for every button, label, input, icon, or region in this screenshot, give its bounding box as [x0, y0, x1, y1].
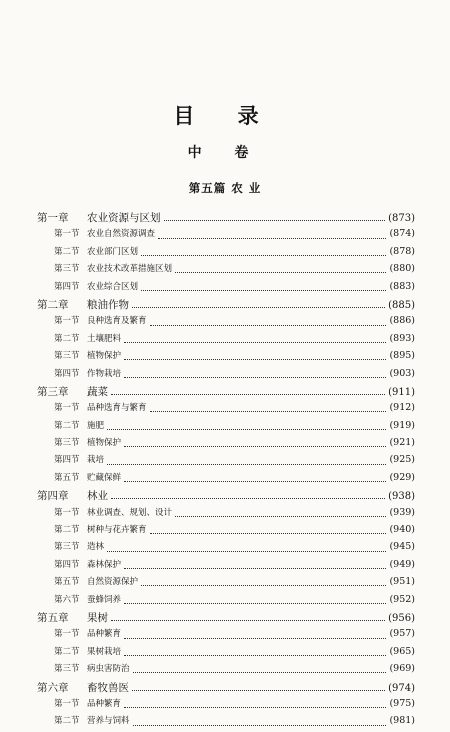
section-page-number: (981): [389, 715, 415, 727]
section-page-number: (886): [389, 315, 415, 327]
part-heading: 第五篇 农 业: [188, 181, 262, 195]
dot-leader: [133, 725, 387, 726]
section-number: 第二节: [54, 646, 80, 657]
toc-chapter-entry: [37, 680, 415, 697]
dot-leader: [124, 568, 386, 569]
dot-leader: [150, 411, 387, 412]
section-title: 树种与花卉繁育: [87, 525, 147, 536]
section-title: 作物栽培: [87, 368, 122, 379]
chapter-page-number: (911): [388, 386, 415, 398]
toc-section-entry: [37, 523, 415, 540]
chapter-page-number: (873): [388, 213, 415, 224]
dot-leader: [175, 272, 386, 273]
section-page-number: (895): [389, 350, 415, 362]
section-number: 第三节: [54, 351, 80, 362]
toc-chapter-entry: [37, 210, 415, 227]
section-number: 第三节: [54, 664, 80, 675]
section-number: 第二节: [54, 246, 80, 257]
section-title: 贮藏保鲜: [87, 472, 122, 483]
dot-leader: [107, 551, 386, 552]
chapter-number: 第二章: [37, 298, 69, 311]
chapter-number: 第四章: [37, 490, 69, 503]
section-title: 品种繁育: [87, 698, 122, 709]
section-title: 品种繁育: [87, 629, 122, 640]
chapter-title: 蔬菜: [87, 385, 108, 398]
toc-section-entry: [37, 540, 415, 557]
dot-leader: [141, 255, 386, 256]
section-title: 栽培: [87, 455, 105, 466]
section-page-number: (929): [389, 471, 415, 483]
section-number: 第二节: [54, 420, 80, 431]
chapter-title: 粮油作物: [87, 298, 129, 311]
toc-section-entry: [37, 714, 415, 731]
section-number: 第一节: [54, 403, 80, 414]
chapter-page-number: (885): [388, 299, 415, 311]
section-number: 第三节: [54, 542, 80, 553]
section-page-number: (883): [389, 280, 415, 292]
dot-leader: [124, 603, 386, 604]
dot-leader: [133, 672, 387, 673]
chapter-number: 第三章: [37, 385, 69, 398]
section-page-number: (874): [389, 228, 415, 240]
section-number: 第四节: [54, 455, 80, 466]
section-title: 造林: [87, 542, 105, 553]
chapter-page-number: (938): [388, 491, 415, 503]
dot-leader: [150, 325, 387, 326]
toc-section-entry: [37, 662, 415, 679]
section-number: 第一节: [54, 229, 80, 240]
dot-leader: [111, 498, 385, 499]
chapter-number: 第六章: [37, 681, 69, 694]
toc-section-entry: [37, 367, 415, 384]
section-title: 自然资源保护: [87, 577, 139, 588]
table-of-contents: [37, 210, 415, 732]
section-title: 植物保护: [87, 351, 122, 362]
section-number: 第四节: [54, 368, 80, 379]
toc-section-entry: [37, 401, 415, 418]
section-number: 第二节: [54, 333, 80, 344]
section-number: 第三节: [54, 264, 80, 275]
dot-leader: [141, 290, 386, 291]
section-title: 林业调查、规划、设计: [87, 507, 173, 518]
chapter-page-number: (956): [388, 612, 415, 624]
section-page-number: (940): [389, 524, 415, 536]
section-number: 第一节: [54, 698, 80, 709]
section-page-number: (975): [389, 697, 415, 709]
dot-leader: [158, 238, 386, 239]
section-page-number: (939): [389, 506, 415, 518]
section-title: 农业技术改革措施区划: [87, 264, 173, 275]
section-page-number: (957): [389, 628, 415, 640]
section-number: 第三节: [54, 438, 80, 449]
toc-chapter-entry: [37, 297, 415, 314]
section-title: 良种选育及繁育: [87, 316, 147, 327]
toc-section-entry: [37, 593, 415, 610]
section-number: 第二节: [54, 525, 80, 536]
chapter-number: 第一章: [37, 212, 69, 224]
section-page-number: (878): [389, 245, 415, 257]
section-title: 森林保护: [87, 559, 122, 570]
section-title: 营养与饲料: [87, 716, 130, 727]
toc-section-entry: [37, 262, 415, 279]
toc-section-entry: [37, 627, 415, 644]
chapter-page-number: (974): [388, 682, 415, 694]
section-page-number: (919): [389, 419, 415, 431]
section-page-number: (925): [389, 454, 415, 466]
dot-leader: [124, 342, 386, 343]
toc-chapter-entry: [37, 610, 415, 627]
dot-leader: [132, 307, 385, 308]
toc-chapter-entry: [37, 488, 415, 505]
toc-chapter-entry: [37, 384, 415, 401]
chapter-number: 第五章: [37, 611, 69, 624]
dot-leader: [124, 481, 386, 482]
dot-leader: [124, 638, 386, 639]
chapter-title: 畜牧兽医: [87, 681, 129, 694]
toc-section-entry: [37, 419, 415, 436]
dot-leader: [111, 620, 385, 621]
toc-section-entry: [37, 575, 415, 592]
section-page-number: (893): [389, 332, 415, 344]
section-number: 第六节: [54, 594, 80, 605]
toc-section-entry: [37, 697, 415, 714]
toc-section-entry: [37, 227, 415, 244]
dot-leader: [124, 446, 386, 447]
chapter-title: 果树: [87, 611, 108, 624]
dot-leader: [107, 464, 386, 465]
chapter-title: 农业资源与区划: [87, 212, 161, 224]
section-page-number: (912): [389, 402, 415, 414]
dot-leader: [124, 655, 386, 656]
dot-leader: [164, 220, 386, 221]
section-page-number: (965): [389, 645, 415, 657]
section-title: 农业自然资源调查: [87, 229, 156, 240]
section-title: 施肥: [87, 420, 105, 431]
section-title: 品种选育与繁育: [87, 403, 147, 414]
section-page-number: (949): [389, 558, 415, 570]
toc-section-entry: [37, 349, 415, 366]
section-page-number: (945): [389, 541, 415, 553]
dot-leader: [132, 690, 385, 691]
section-title: 土壤肥料: [87, 333, 122, 344]
section-title: 农业综合区划: [87, 281, 139, 292]
section-title: 果树栽培: [87, 646, 122, 657]
dot-leader: [107, 429, 386, 430]
dot-leader: [150, 533, 387, 534]
section-number: 第一节: [54, 316, 80, 327]
page-title: 目 录: [173, 103, 277, 128]
dot-leader: [124, 359, 386, 360]
toc-section-entry: [37, 471, 415, 488]
section-page-number: (921): [389, 437, 415, 449]
volume-heading: 中 卷: [187, 145, 263, 161]
toc-section-entry: [37, 506, 415, 523]
section-page-number: (880): [389, 263, 415, 275]
section-title: 农业部门区划: [87, 246, 139, 257]
section-number: 第一节: [54, 629, 80, 640]
section-page-number: (952): [389, 593, 415, 605]
section-number: 第四节: [54, 559, 80, 570]
toc-section-entry: [37, 558, 415, 575]
section-number: 第五节: [54, 472, 80, 483]
dot-leader: [124, 707, 386, 708]
section-page-number: (969): [389, 663, 415, 675]
section-number: 第四节: [54, 281, 80, 292]
dot-leader: [124, 377, 386, 378]
toc-section-entry: [37, 314, 415, 331]
section-number: 第一节: [54, 507, 80, 518]
chapter-title: 林业: [87, 490, 108, 503]
section-number: 第二节: [54, 716, 80, 727]
section-page-number: (951): [389, 576, 415, 588]
toc-section-entry: [37, 280, 415, 297]
section-page-number: (903): [389, 367, 415, 379]
section-title: 病虫害防治: [87, 664, 130, 675]
toc-section-entry: [37, 645, 415, 662]
section-title: 植物保护: [87, 438, 122, 449]
section-number: 第五节: [54, 577, 80, 588]
section-title: 蚕蜂饲养: [87, 594, 122, 605]
dot-leader: [175, 516, 386, 517]
toc-section-entry: [37, 332, 415, 349]
toc-section-entry: [37, 436, 415, 453]
toc-section-entry: [37, 453, 415, 470]
dot-leader: [111, 394, 385, 395]
toc-section-entry: [37, 245, 415, 262]
dot-leader: [141, 585, 386, 586]
